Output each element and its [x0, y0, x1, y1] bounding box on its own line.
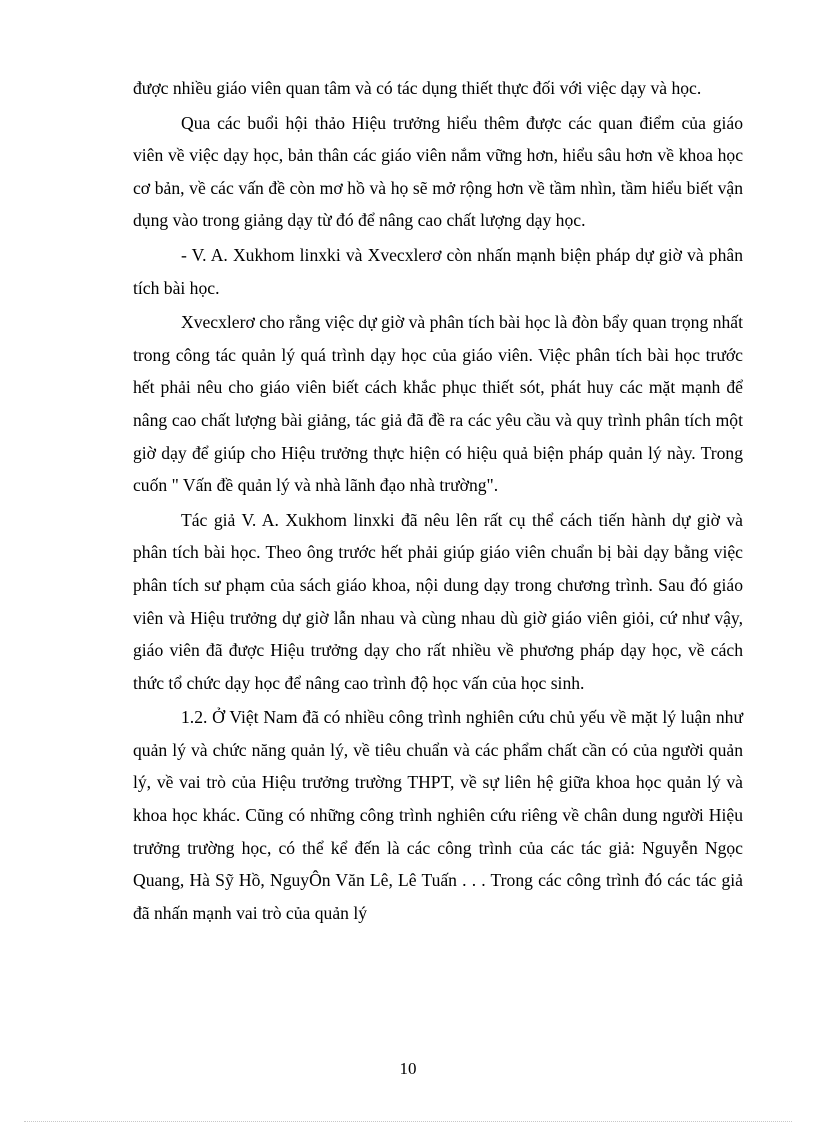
page-number: 10: [399, 1059, 417, 1078]
paragraph-lesson-observation: - V. A. Xukhom linxki và Xvecxlerơ còn nhấn mạnh biện pháp dự giờ và phân tích bài học.: [133, 244, 743, 298]
paragraph-xvecxlero: Xvecxlerơ cho rằng việc dự giờ và phân tích bài học là đòn bẩy quan trọng nhất trong công tác quản lý quá trình dạy học của giáo viên. Việc phân tích bài học trước hết phải nêu cho giáo viên biết cách khắc phục thiết sót, phát huy các mặt mạnh để nâng cao chất lượng bài giảng, tác giả đã đề ra các yêu cầu và quy trình phân tích một giờ dạy để giúp cho Hiệu trưởng thực hiện có hiệu quả biện pháp quản lý này. Trong cuốn " Vấn đề quản lý và nhà lãnh đạo nhà trường".: [133, 312, 743, 496]
paragraph-workshops: Qua các buổi hội thảo Hiệu trưởng hiểu thêm được các quan điểm của giáo viên về việc dạy học, bản thân các giáo viên nắm vững hơn, hiểu sâu hơn về khoa học cơ bản, về các vấn đề còn mơ hồ và họ sẽ mở rộng hơn về tầm nhìn, tầm hiểu biết vận dụng vào trong giảng dạy từ đó để nâng cao chất lượng dạy học.: [133, 112, 743, 231]
paragraph-xukhomlinxki: Tác giả V. A. Xukhom linxki đã nêu lên rất cụ thể cách tiến hành dự giờ và phân tích bài học. Theo ông trước hết phải giúp giáo viên chuẩn bị bài dạy bằng việc phân tích sư phạm của sách giáo khoa, nội dung dạy trong chương trình. Sau đó giáo viên và Hiệu trưởng dự giờ lẫn nhau và cùng nhau dù giờ giáo viên giỏi, cứ như vậy, giáo viên đã được Hiệu trưởng dạy cho rất nhiều về phương pháp dạy học, về cách thức tổ chức dạy học để nâng cao trình độ học vấn của học sinh.: [133, 509, 743, 693]
paragraph-continuation: được nhiều giáo viên quan tâm và có tác dụng thiết thực đối với việc dạy và học.: [133, 78, 702, 98]
page-bottom-divider: [24, 1121, 792, 1122]
paragraph-section-1-2: 1.2. Ở Việt Nam đã có nhiều công trình nghiên cứu chủ yếu về mặt lý luận như quản lý và chức năng quản lý, về tiêu chuẩn và các phẩm chất cần có của người quản lý, về vai trò của Hiệu trưởng trường THPT, về sự liên hệ giữa khoa học quản lý và khoa học khác. Cũng có những công trình nghiên cứu riêng về chân dung người Hiệu trưởng trường học, có thể kể đến là các công trình của các tác giả: Nguyễn Ngọc Quang, Hà Sỹ Hồ, NguyÔn Văn Lê, Lê Tuấn . . . Trong các công trình đó các tác giả đã nhấn mạnh vai trò của quản lý: [133, 707, 743, 923]
page-body: [133, 72, 743, 931]
